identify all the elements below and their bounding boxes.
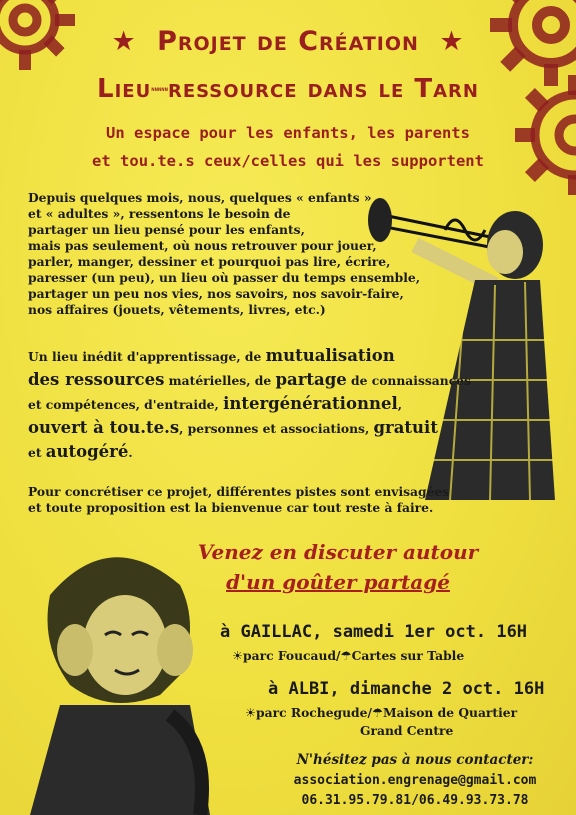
concretiser-line: et toute proposition est la bienvenue car tout reste à faire.: [28, 500, 434, 515]
subtitle-line2: et tou.te.s ceux/celles qui les supportent: [92, 152, 484, 170]
lieu-text: , de: [246, 373, 276, 388]
invite-line1: Venez en discuter autour: [197, 540, 479, 564]
contact-phones[interactable]: 06.31.95.79.81/06.49.93.73.78: [301, 793, 529, 808]
title-line2: [0, 74, 576, 104]
star-right-icon: ★: [439, 26, 465, 57]
event-gaillac: à GAILLAC, samedi 1er oct. 16H: [220, 622, 528, 642]
intro-line: paresser (un peu), un lieu où passer du temps ensemble,: [28, 270, 421, 285]
event-albi: à ALBI, dimanche 2 oct. 16H: [268, 679, 545, 699]
lieu-text: .: [128, 445, 133, 460]
intro-line: mais pas seulement, où nous retrouver pour jouer,: [28, 238, 377, 253]
place-text: Cartes sur Table: [351, 648, 465, 663]
title-line2-small: nnnnn: [151, 86, 168, 93]
lieu-emph: gratuit: [373, 418, 438, 437]
event-gaillac-place: [232, 648, 464, 663]
place-text: parc Rochegude/: [256, 705, 372, 720]
umbrella-icon: ☂: [371, 706, 384, 720]
lieu-emph: mutualisation: [265, 346, 395, 365]
lieu-text: ,: [397, 397, 402, 412]
subtitle-line1: Un espace pour les enfants, les parents: [106, 124, 470, 142]
title-line2-b: ressource dans le Tarn: [167, 74, 479, 104]
lieu-text: de connaissances: [346, 373, 471, 388]
title-line2-a: Lieu: [97, 74, 152, 104]
sun-icon: ☀: [245, 706, 257, 720]
concretiser-line: Pour concrétiser ce projet, différentes pistes sont envisagées: [28, 484, 450, 499]
lieu-text: matérielles: [164, 373, 247, 388]
intro-paragraph: [28, 190, 420, 318]
star-left-icon: ★: [111, 26, 137, 57]
place-text: parc Foucaud/: [243, 648, 341, 663]
place-text: Maison de Quartier: [383, 705, 518, 720]
event-albi-place: [245, 705, 517, 720]
title-line1: Projet de Création: [157, 26, 419, 57]
intro-line: Depuis quelques mois, nous, quelques « enfants »: [28, 190, 372, 205]
sun-icon: ☀: [232, 649, 244, 663]
lieu-emph: autogéré: [45, 442, 129, 461]
lieu-emph: ouvert à tou.te.s: [28, 418, 180, 437]
lieu-text: et: [28, 445, 46, 460]
contact-heading: N'hésitez pas à nous contacter:: [296, 752, 534, 768]
intro-line: partager un lieu pensé pour les enfants,: [28, 222, 305, 237]
event-albi-place3: Grand Centre: [360, 723, 454, 738]
lieu-text: Un lieu inédit d'apprentissage, de: [28, 349, 266, 364]
contact-email[interactable]: association.engrenage@gmail.com: [293, 773, 537, 788]
lieu-text: et compétences, d'entraide,: [28, 397, 224, 412]
lieu-text: , personnes et associations,: [179, 421, 374, 436]
page-title: [0, 26, 576, 57]
intro-line: et « adultes », ressentons le besoin de: [28, 206, 291, 221]
concretiser-paragraph: [28, 484, 449, 516]
invite-line2: d'un goûter partagé: [226, 570, 450, 594]
lieu-emph: partage: [275, 370, 347, 389]
intro-line: nos affaires (jouets, vêtements, livres, etc.): [28, 302, 326, 317]
lieu-paragraph: [28, 344, 471, 464]
intro-line: partager un peu nos vies, nos savoirs, nos savoir-faire,: [28, 286, 404, 301]
lieu-emph: intergénérationnel: [223, 394, 398, 413]
lieu-emph: des ressources: [28, 370, 165, 389]
umbrella-icon: ☂: [340, 649, 352, 663]
intro-line: parler, manger, dessiner et pourquoi pas lire, écrire,: [28, 254, 391, 269]
